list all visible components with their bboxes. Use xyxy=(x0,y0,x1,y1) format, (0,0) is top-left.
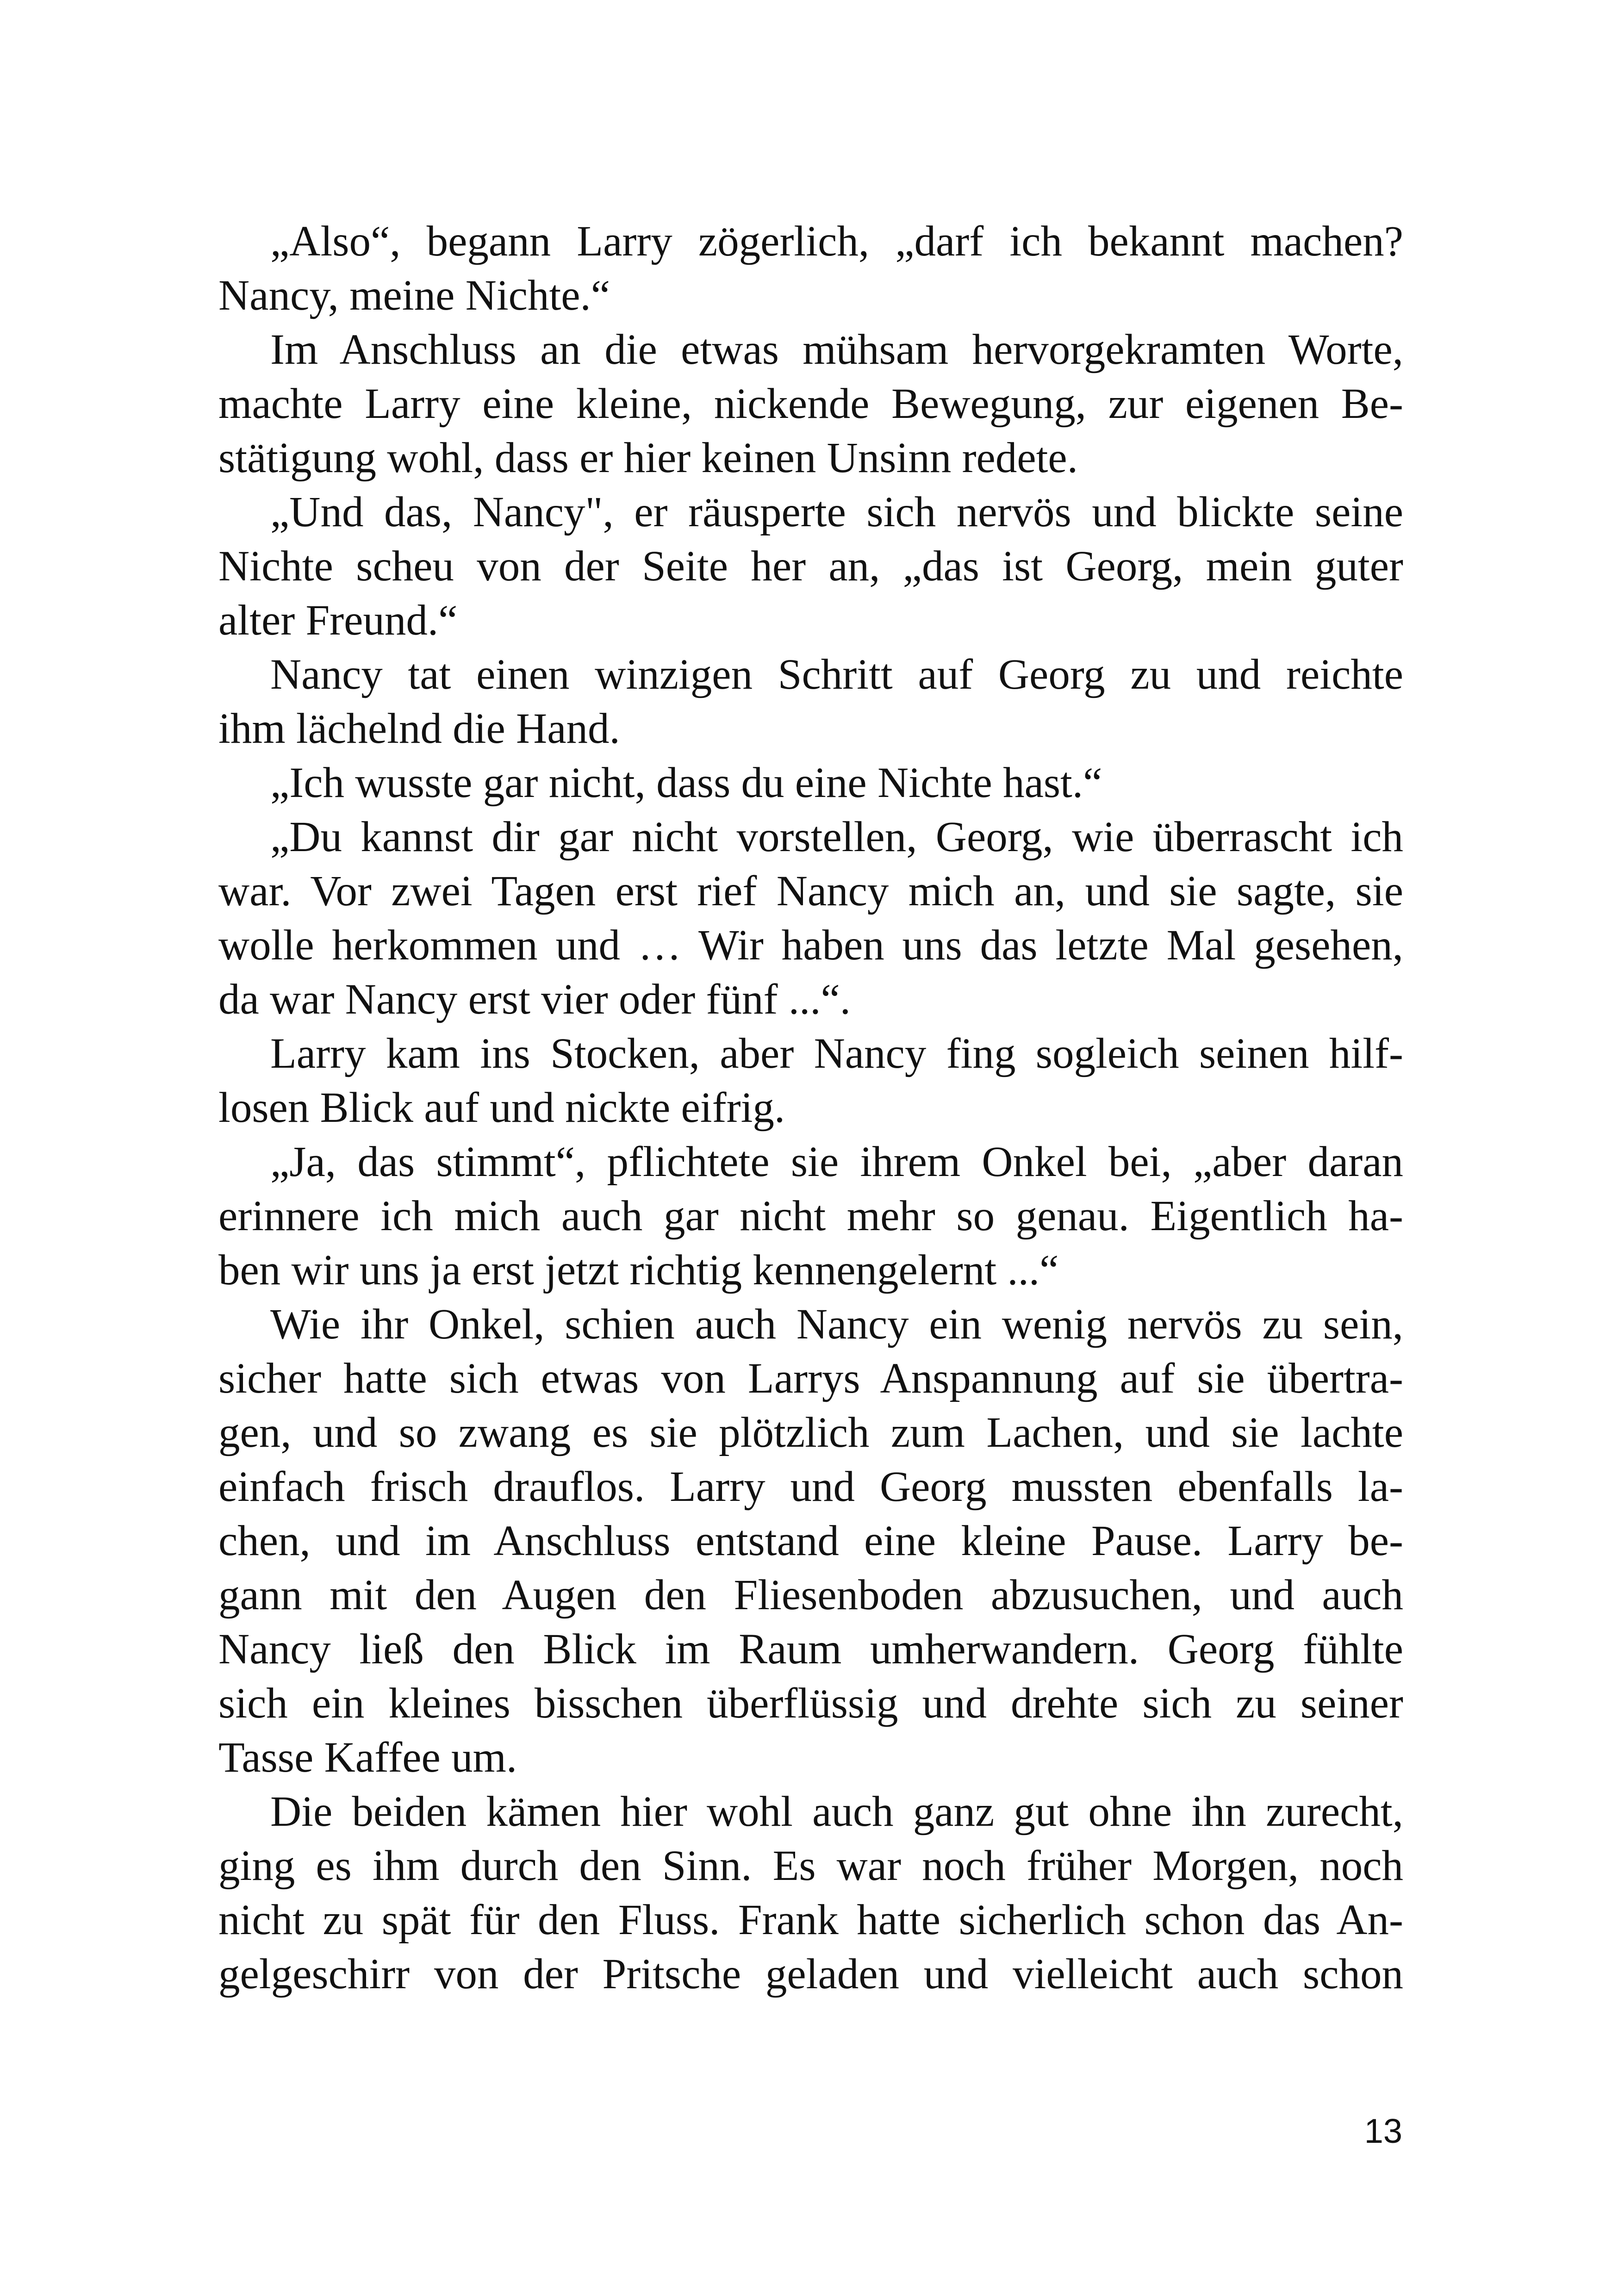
text-line: Nancy ließ den Blick im Raum umherwandern. Georg fühlte xyxy=(218,1625,1403,1673)
text-line: „Also“, begann Larry zögerlich, „darf ich bekannt machen? xyxy=(270,218,1403,265)
text-line: losen Blick auf und nickte eifrig. xyxy=(218,1084,785,1132)
text-line: Nichte scheu von der Seite her an, „das ist Georg, mein guter xyxy=(218,542,1403,590)
text-line: „Ja, das stimmt“, pflichtete sie ihrem Onkel bei, „aber daran xyxy=(270,1138,1403,1186)
text-line: chen, und im Anschluss entstand eine kleine Pause. Larry be- xyxy=(218,1517,1403,1565)
text-line: Larry kam ins Stocken, aber Nancy fing sogleich seinen hilf- xyxy=(270,1030,1403,1077)
body-text xyxy=(218,214,1403,2001)
text-line: wolle herkommen und … Wir haben uns das letzte Mal gesehen, xyxy=(218,921,1403,969)
text-line: „Ich wusste gar nicht, dass du eine Nichte hast.“ xyxy=(270,759,1102,807)
text-line: Im Anschluss an die etwas mühsam hervorgekramten Worte, xyxy=(270,326,1403,373)
text-line: gann mit den Augen den Fliesenboden abzusuchen, und auch xyxy=(218,1571,1403,1619)
text-line: sicher hatte sich etwas von Larrys Anspannung auf sie übertra- xyxy=(218,1355,1403,1402)
text-line: alter Freund.“ xyxy=(218,597,458,644)
text-line: war. Vor zwei Tagen erst rief Nancy mich an, und sie sagte, sie xyxy=(218,867,1403,915)
text-line: erinnere ich mich auch gar nicht mehr so genau. Eigentlich ha- xyxy=(218,1192,1403,1240)
text-line: machte Larry eine kleine, nickende Bewegung, zur eigenen Be- xyxy=(218,380,1403,428)
text-line: Tasse Kaffee um. xyxy=(218,1734,517,1781)
text-line: Wie ihr Onkel, schien auch Nancy ein wenig nervös zu sein, xyxy=(270,1300,1403,1348)
text-line: nicht zu spät für den Fluss. Frank hatte sicherlich schon das An- xyxy=(218,1896,1403,1944)
text-line: da war Nancy erst vier oder fünf ...“. xyxy=(218,976,851,1023)
text-line: einfach frisch drauflos. Larry und Georg mussten ebenfalls la- xyxy=(218,1463,1403,1511)
page-number: 13 xyxy=(1364,2112,1402,2150)
text-line: ben wir uns ja erst jetzt richtig kennengelernt ...“ xyxy=(218,1246,1059,1294)
text-line: ihm lächelnd die Hand. xyxy=(218,705,620,753)
text-line: Nancy, meine Nichte.“ xyxy=(218,272,610,319)
text-line: gelgeschirr von der Pritsche geladen und vielleicht auch schon xyxy=(218,1950,1403,1998)
text-line: „Und das, Nancy", er räusperte sich nervös und blickte seine xyxy=(270,488,1403,536)
text-line: „Du kannst dir gar nicht vorstellen, Georg, wie überrascht ich xyxy=(270,813,1403,861)
text-line: ging es ihm durch den Sinn. Es war noch früher Morgen, noch xyxy=(218,1842,1403,1890)
text-line: Die beiden kämen hier wohl auch ganz gut ohne ihn zurecht, xyxy=(270,1788,1403,1836)
text-line: Nancy tat einen winzigen Schritt auf Georg zu und reichte xyxy=(270,651,1403,698)
text-line: stätigung wohl, dass er hier keinen Unsinn redete. xyxy=(218,434,1078,482)
text-line: gen, und so zwang es sie plötzlich zum Lachen, und sie lachte xyxy=(218,1409,1403,1456)
text-line: sich ein kleines bisschen überflüssig und drehte sich zu seiner xyxy=(218,1680,1403,1727)
